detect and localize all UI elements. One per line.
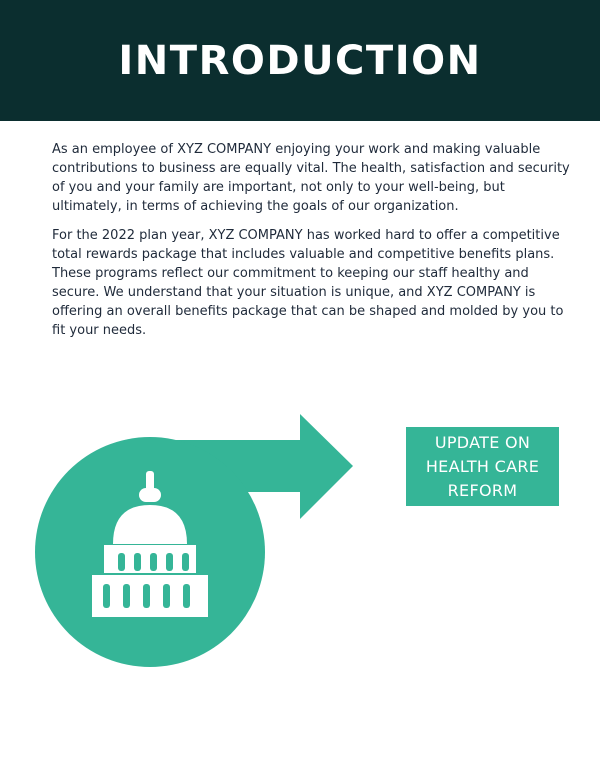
update-callout (406, 427, 559, 506)
page-header (0, 0, 600, 121)
intro-text (52, 140, 572, 350)
intro-paragraph-2: For the 2022 plan year, XYZ COMPANY has worked hard to offer a competitive total rewards package that includes valuable and competitive benefits plans. These programs reflect our commitment to keeping our staff healthy and secure. We understand that your situation is unique, and XYZ COMPANY is offering an overall benefits package that can be shaped and molded by you to fit your needs. (52, 228, 564, 338)
page-title: INTRODUCTION (118, 37, 482, 84)
intro-paragraph-1: As an employee of XYZ COMPANY enjoying your work and making valuable contributions to business are equally vital. The health, satisfaction and security of you and your family are important, not only to your well-being, but ultimately, in terms of achieving the goals of our organization. (52, 142, 570, 214)
update-callout-label: UPDATE ON HEALTH CARE REFORM (425, 432, 540, 500)
